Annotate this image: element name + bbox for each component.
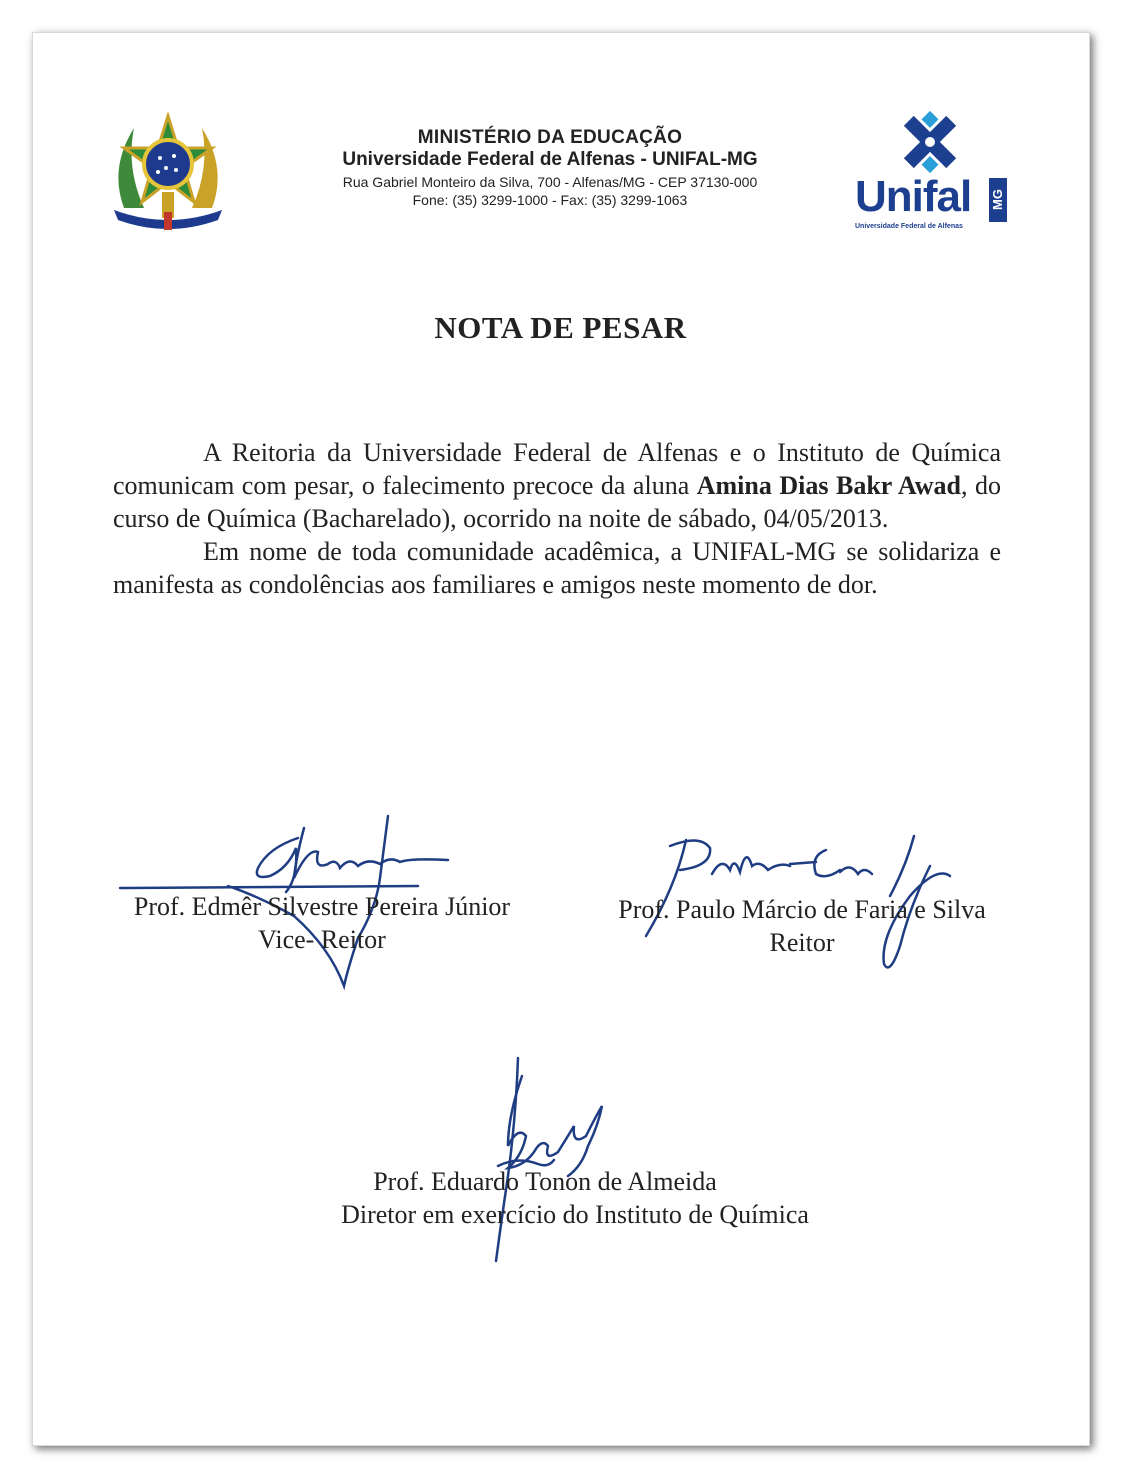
signature-director-icon [478,1056,618,1266]
signer-role: Reitor [769,928,835,957]
signer-name: Prof. Eduardo Tonon de Almeida [373,1167,717,1196]
logo-tagline: Universidade Federal de Alfenas [855,223,963,230]
institution-header [290,127,810,209]
paragraph-1-rest: , do curso de Química (Bacharelado), ocorrido na noite de sábado, 04/05/2013. [113,471,1002,533]
paragraph-1 [113,436,1001,535]
signer-rector [592,893,1012,959]
ministry-name: MINISTÉRIO DA EDUCAÇÃO [417,127,683,148]
signer-name: Prof. Edmêr Silvestre Pereira Júnior [133,892,511,921]
paragraph-2: Em nome de toda comunidade acadêmica, a UNIFAL-MG se solidariza e manifesta as condolências aos familiares e amigos neste momento de dor. [113,537,1001,599]
signer-director [290,1165,860,1231]
page-title: NOTA DE PESAR [434,310,687,345]
signer-vice-rector [112,890,532,956]
notice-body [113,436,1001,601]
address-line: Rua Gabriel Monteiro da Silva, 700 - Alfenas/MG - CEP 37130-000 [342,174,758,190]
signer-role: Vice- Reitor [258,925,386,954]
university-name: Universidade Federal de Alfenas - UNIFAL-MG [342,149,758,170]
brazil-coat-of-arms-icon [104,108,232,236]
student-name: Amina Dias Bakr Awad [696,471,962,500]
phone-line: Fone: (35) 3299-1000 - Fax: (35) 3299-1063 [412,192,688,208]
signer-name: Prof. Paulo Márcio de Faria e Silva [618,895,986,924]
signer-role: Diretor em exercício do Instituto de Química [341,1200,809,1229]
logo-badge: MG [989,178,1007,222]
paragraph-1-intro: A Reitoria da Universidade Federal de Alfenas e o Instituto de Química comunicam com pesar, o falecimento precoce da aluna [113,438,1001,500]
logo-wordmark: Unifal [855,172,972,221]
